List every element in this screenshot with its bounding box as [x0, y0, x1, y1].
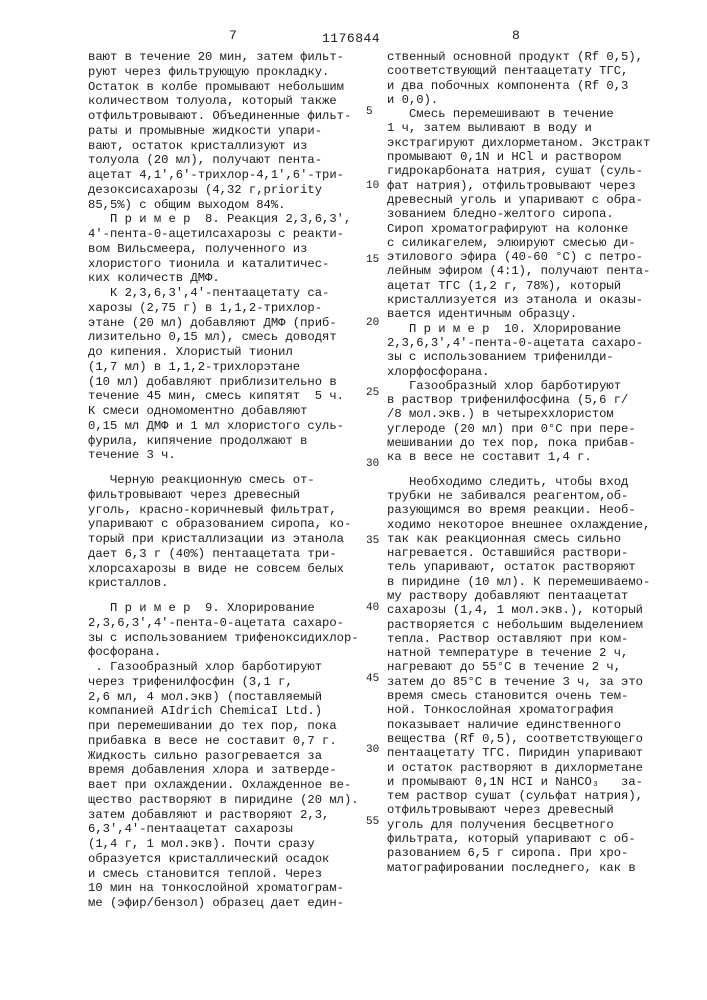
text-line: углероде (20 мл) при 0°С при пере-	[387, 422, 650, 436]
text-line: дает 6,3 г (40%) пентаацетата три-	[88, 547, 359, 562]
line-number: 10	[366, 180, 379, 192]
text-line: ходимо некоторое внешнее охлаждение,	[387, 518, 650, 532]
text-line: тель упаривают, остаток растворяют	[387, 560, 650, 574]
text-line: хлорфосфорана.	[387, 365, 650, 379]
text-line: ких количеств ДМФ.	[88, 271, 359, 286]
text-line: древесный уголь и упаривают с обра-	[387, 193, 650, 207]
text-line: вают в течение 20 мин, затем фильт-	[88, 50, 359, 65]
text-line: ме (эфир/бензол) образец дает един-	[88, 896, 359, 911]
text-line: 85,5%) с общим выходом 84%.	[88, 198, 359, 213]
text-line: харозы (2,75 г) в 1,1,2-трихлор-	[88, 301, 359, 316]
text-line: матографировании последнего, как в	[387, 861, 650, 875]
text-line: П р и м е р 8. Реакция 2,3,6,3′,	[88, 212, 359, 227]
text-line: упаривают с образованием сиропа, ко-	[88, 517, 359, 532]
text-line: Необходимо следить, чтобы вход	[387, 475, 650, 489]
text-line: затем до 85°С в течение 3 ч, за это	[387, 675, 650, 689]
text-line: зованием бледно-желтого сиропа.	[387, 207, 650, 221]
text-line: прибавка в весе не составит 0,7 г.	[88, 734, 359, 749]
text-line: течение 45 мин, смесь кипятят 5 ч.	[88, 389, 359, 404]
text-line: разованием 6,5 г сиропа. При хро-	[387, 846, 650, 860]
page-number-right: 8	[512, 28, 520, 43]
text-line: отфильтровывают через древесный	[387, 803, 650, 817]
text-line: П р и м е р 9. Хлорирование	[88, 601, 359, 616]
text-line: натной температуре в течение 2 ч,	[387, 646, 650, 660]
line-number: 45	[366, 673, 379, 685]
text-line: (1,7 мл) в 1,1,2-трихлорэтане	[88, 360, 359, 375]
text-line: пентаацетату ТГС. Пиридин упаривают	[387, 746, 650, 760]
text-line: до кипения. Хлористый тионил	[88, 345, 359, 360]
text-line: ственный основной продукт (Rf 0,5),	[387, 50, 650, 64]
text-line: К 2,3,6,3′,4′-пентаацетату са-	[88, 286, 359, 301]
text-line: К смеси одномоментно добавляют	[88, 404, 359, 419]
text-line: хлорсахарозы в виде не совсем белых	[88, 562, 359, 577]
text-line: вается идентичным образцу.	[387, 307, 650, 321]
paragraph	[88, 601, 359, 911]
text-line: тепла. Раствор оставляют при ком-	[387, 632, 650, 646]
text-line: Сироп хроматографируют на колонке	[387, 222, 650, 236]
text-line: фосфорана.	[88, 645, 359, 660]
text-line: нагревается. Оставшийся раствори-	[387, 546, 650, 560]
text-line: му раствору добавляют пентаацетат	[387, 589, 650, 603]
patent-number: 1176844	[322, 31, 380, 46]
text-line: вает при охлаждении. Охлажденное ве-	[88, 778, 359, 793]
text-line: уголь для получения бесцветного	[387, 818, 650, 832]
text-line: лейным эфиром (4:1), получают пента-	[387, 264, 650, 278]
text-line: толуола (20 мл), получают пента-	[88, 153, 359, 168]
text-line: раты и промывные жидкости упари-	[88, 124, 359, 139]
text-line: Смесь перемешивают в течение	[387, 107, 650, 121]
text-line: мешивании до тех пор, пока прибав-	[387, 436, 650, 450]
text-line: растворяется с небольшим выделением	[387, 618, 650, 632]
text-line: этане (20 мл) добавляют ДМФ (приб-	[88, 316, 359, 331]
text-line: Жидкость сильно разогревается за	[88, 749, 359, 764]
text-line: 1 ч, затем выливают в воду и	[387, 121, 650, 135]
text-line: и смесь становится теплой. Через	[88, 867, 359, 882]
paragraph	[88, 50, 359, 463]
text-line: сахарозы (1,4, 1 мол.экв.), который	[387, 603, 650, 617]
line-number: 25	[366, 387, 379, 399]
left-text-column	[88, 50, 359, 911]
line-number: 30	[366, 744, 379, 756]
text-line: ка в весе не составит 1,4 г.	[387, 450, 650, 464]
text-line: соответствующий пентаацетату ТГС,	[387, 64, 650, 78]
text-line: 4′-пента-0-ацетилсахарозы с реакти-	[88, 227, 359, 242]
paragraph	[387, 475, 650, 875]
line-number: 55	[366, 816, 379, 828]
text-line: течение 3 ч.	[88, 448, 359, 463]
text-line: ацетат 4,1′,6′-трихлор-4,1′,6′-три-	[88, 168, 359, 183]
text-line: и два побочных компонента (Rf 0,3	[387, 79, 650, 93]
text-line: 2,3,6,3′,4′-пента-0-ацетата сахаро-	[387, 336, 650, 350]
line-number: 40	[366, 602, 379, 614]
text-line: компанией AIdrich ChemicaI Ltd.)	[88, 704, 359, 719]
text-line: нагревают до 55°С в течение 2 ч,	[387, 660, 650, 674]
text-line: ацетат ТГС (1,2 г, 78%), который	[387, 279, 650, 293]
text-line: зы с использованием трифенилди-	[387, 350, 650, 364]
text-line: (1,4 г, 1 мол.экв). Почти сразу	[88, 837, 359, 852]
paragraph	[88, 473, 359, 591]
text-line: тем раствор сушат (сульфат натрия),	[387, 789, 650, 803]
text-line: руют через фильтрующую прокладку.	[88, 65, 359, 80]
page-number-left: 7	[229, 28, 237, 43]
text-line: ной. Тонкослойная хроматография	[387, 703, 650, 717]
text-line: фат натрия), отфильтровывают через	[387, 179, 650, 193]
text-line: П р и м е р 10. Хлорирование	[387, 322, 650, 336]
text-line: фильтровывают через древесный	[88, 488, 359, 503]
text-line: гидрокарбоната натрия, сушат (суль-	[387, 164, 650, 178]
line-number: 20	[366, 317, 379, 329]
text-line: дезоксисахарозы (4,32 г,priority	[88, 183, 359, 198]
text-line: промывают 0,1N и HCl и раствором	[387, 150, 650, 164]
text-line: с силикагелем, элюируют смесью ди-	[387, 236, 650, 250]
text-line: 10 мин на тонкослойной хроматограм-	[88, 881, 359, 896]
text-line: . Газообразный хлор барботируют	[88, 660, 359, 675]
text-line: показывает наличие единственного	[387, 718, 650, 732]
text-line: хлористого тионила и каталитичес-	[88, 257, 359, 272]
text-line: 0,15 мл ДМФ и 1 мл хлористого суль-	[88, 419, 359, 434]
text-line: Газообразный хлор барботируют	[387, 379, 650, 393]
text-line: этилового эфира (40-60 °С) с петро-	[387, 250, 650, 264]
right-text-column	[387, 50, 650, 875]
text-line: торый при кристаллизации из этанола	[88, 532, 359, 547]
text-line: и 0,0).	[387, 93, 650, 107]
text-line: вом Вильсмеера, полученного из	[88, 242, 359, 257]
text-line: вещества (Rf 0,5), соответствующего	[387, 732, 650, 746]
text-line: кристаллов.	[88, 576, 359, 591]
text-line: количеством толуола, который также	[88, 94, 359, 109]
text-line: (10 мл) добавляют приблизительно в	[88, 375, 359, 390]
text-line: зы с использованием трифеноксидихлор-	[88, 631, 359, 646]
text-line: в раствор трифенилфосфина (5,6 г/	[387, 393, 650, 407]
text-line: трубки не забивался реагентом,об-	[387, 489, 650, 503]
text-line: в пиридине (10 мл). К перемешиваемо-	[387, 575, 650, 589]
text-line: время добавления хлора и затверде-	[88, 763, 359, 778]
text-line: при перемешивании до тех пор, пока	[88, 719, 359, 734]
text-line: Черную реакционную смесь от-	[88, 473, 359, 488]
text-line: и промывают 0,1N HCI и NaHCO₃ за-	[387, 775, 650, 789]
text-line: и остаток растворяют в дихлорметане	[387, 761, 650, 775]
text-line: 6,3′,4′-пентаацетат сахарозы	[88, 822, 359, 837]
text-line: разующимся во время реакции. Необ-	[387, 503, 650, 517]
text-line: вают, остаток кристаллизуют из	[88, 139, 359, 154]
text-line: время смесь становится очень тем-	[387, 689, 650, 703]
text-line: фильтрата, который упаривают с об-	[387, 832, 650, 846]
text-line: затем добавляют и растворяют 2,3,	[88, 808, 359, 823]
text-line: Остаток в колбе промывают небольшим	[88, 80, 359, 95]
line-number: 15	[366, 254, 379, 266]
line-number: 35	[366, 535, 379, 547]
text-line: щество растворяют в пиридине (20 мл).	[88, 793, 359, 808]
text-line: отфильтровывают. Объединенные фильт-	[88, 109, 359, 124]
text-line: так как реакционная смесь сильно	[387, 532, 650, 546]
text-line: 2,6 мл, 4 мол.экв) (поставляемый	[88, 690, 359, 705]
paragraph	[387, 50, 650, 465]
text-line: экстрагируют дихлорметаном. Экстракт	[387, 136, 650, 150]
line-number: 5	[366, 106, 373, 118]
text-line: /8 мол.экв.) в четыреххлористом	[387, 407, 650, 421]
line-number: 30	[366, 458, 379, 470]
text-line: фурила, кипячение продолжают в	[88, 434, 359, 449]
text-line: кристаллизуется из этанола и оказы-	[387, 293, 650, 307]
text-line: лизительно 0,15 мл), смесь доводят	[88, 330, 359, 345]
text-line: образуется кристаллический осадок	[88, 852, 359, 867]
text-line: через трифенилфосфин (3,1 г,	[88, 675, 359, 690]
text-line: уголь, красно-коричневый фильтрат,	[88, 503, 359, 518]
text-line: 2,3,6,3′,4′-пента-0-ацетата сахаро-	[88, 616, 359, 631]
